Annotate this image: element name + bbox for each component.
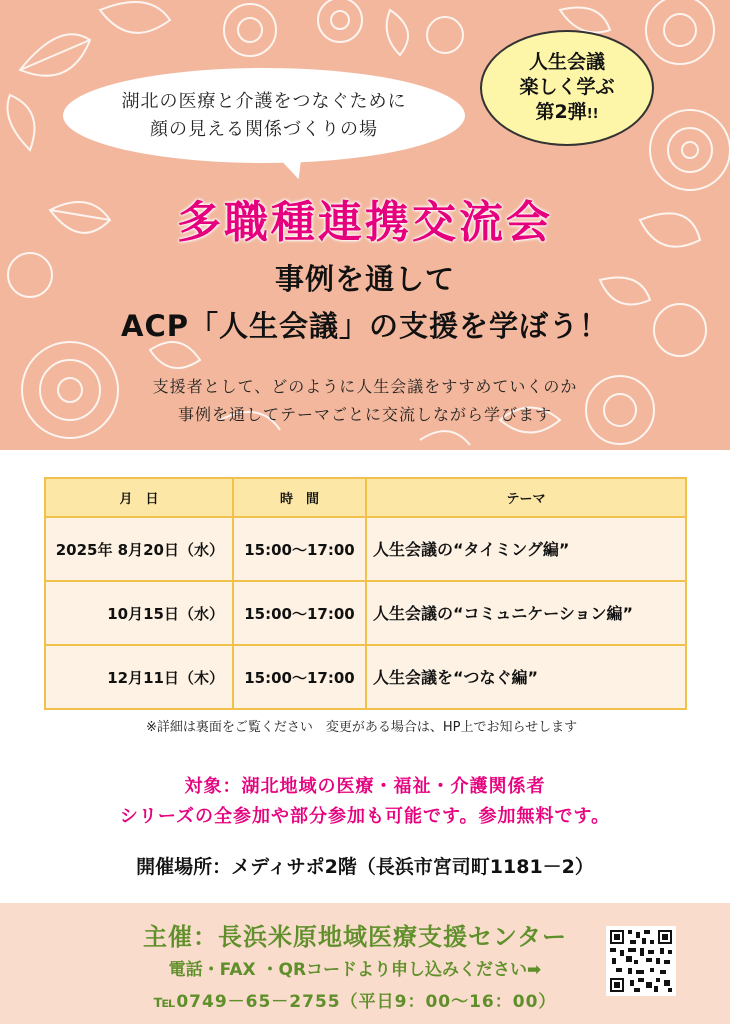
table-header-row xyxy=(45,478,686,517)
header-time: 時 間 xyxy=(233,478,366,517)
row-time: 15:00～17:00 xyxy=(233,581,366,645)
footer-contact xyxy=(0,903,730,1024)
organizer: 主催：長浜米原地域医療支援センター xyxy=(142,923,568,951)
table-row xyxy=(45,581,686,645)
row-date: 2025年 8月20日（水） xyxy=(45,517,233,581)
table-row xyxy=(45,645,686,709)
table-row xyxy=(45,517,686,581)
phone-number: ℡0749－65－2755（平日9：00～16：00） xyxy=(153,992,557,1012)
description-line-1: 支援者として、どのように人生会議をすすめていくのか xyxy=(152,377,578,396)
badge-line-2: 楽しく学ぶ xyxy=(519,75,615,98)
row-theme: 人生会議を“つなぐ編” xyxy=(366,645,686,709)
participation-info: シリーズの全参加や部分参加も可能です。参加無料です。 xyxy=(119,806,611,827)
venue-info: 開催場所：メディサポ2階（長浜市宮司町1181－2） xyxy=(136,856,594,878)
page-title: 多職種連携交流会 xyxy=(177,197,553,248)
intro-speech-bubble xyxy=(63,68,465,163)
row-theme: 人生会議の“タイミング編” xyxy=(366,517,686,581)
target-audience: 対象：湖北地域の医療・福祉・介護関係者 xyxy=(184,776,546,797)
badge-line-3 xyxy=(535,100,598,127)
row-date: 10月15日（水） xyxy=(45,581,233,645)
subtitle-line-2: ACP「人生会議」の支援を学ぼう！ xyxy=(121,309,609,343)
apply-instructions: 電話・FAX ・QRコードより申し込みください➡ xyxy=(168,960,542,980)
header-date: 月 日 xyxy=(45,478,233,517)
badge-line-3-text: 第2弾 xyxy=(535,100,587,123)
details-note: ※詳細は裏面をご覧ください 変更がある場合は、HP上でお知らせします xyxy=(146,720,578,735)
hero-banner xyxy=(0,0,730,450)
row-theme: 人生会議の“コミュニケーション編” xyxy=(366,581,686,645)
header-theme: テーマ xyxy=(366,478,686,517)
badge-line-3-suffix: !! xyxy=(586,106,599,122)
series-badge xyxy=(480,30,654,146)
qr-code-icon[interactable] xyxy=(606,926,676,996)
subtitle-line-1: 事例を通して xyxy=(274,262,455,296)
description-line-2: 事例を通してテーマごとに交流しながら学びます xyxy=(177,405,552,424)
schedule-table xyxy=(44,477,687,710)
bubble-line-2: 顔の見える関係づくりの場 xyxy=(150,118,378,140)
row-time: 15:00～17:00 xyxy=(233,645,366,709)
bubble-line-1: 湖北の医療と介護をつなぐために xyxy=(121,90,407,112)
badge-line-1: 人生会議 xyxy=(528,50,605,73)
row-date: 12月11日（木） xyxy=(45,645,233,709)
row-time: 15:00～17:00 xyxy=(233,517,366,581)
